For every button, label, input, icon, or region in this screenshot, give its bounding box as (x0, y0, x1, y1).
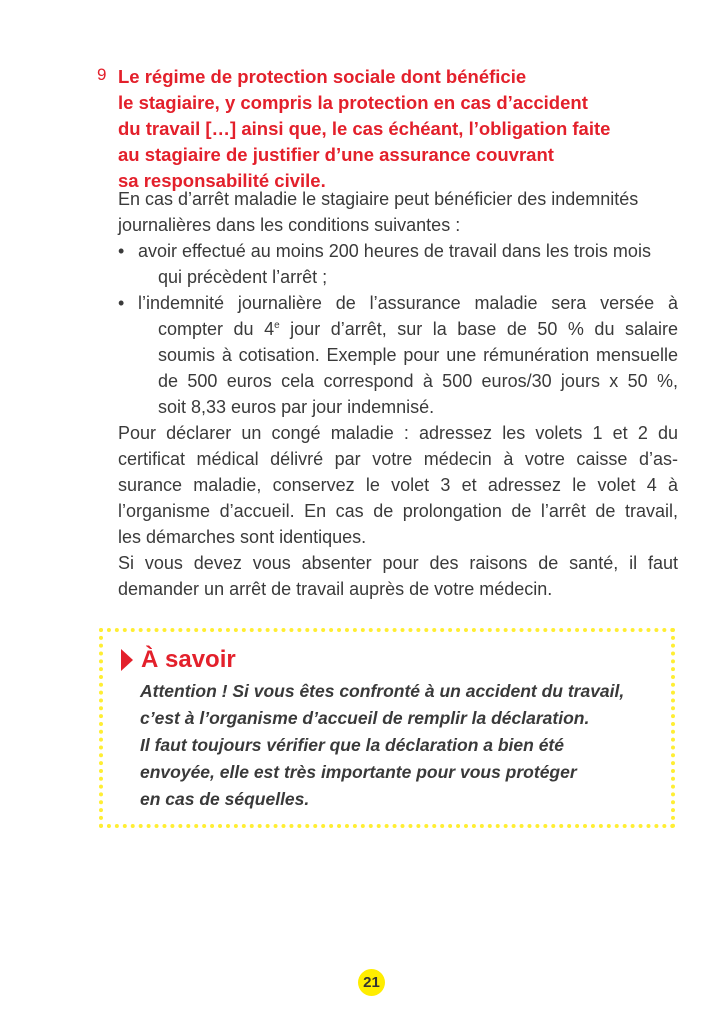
paragraph-line: Si vous devez vous absenter pour des raisons de santé, il faut (118, 553, 678, 573)
paragraph-line: l’organisme d’accueil. En cas de prolongation de l’arrêt de travail, (118, 501, 678, 521)
superscript: e (274, 320, 280, 331)
paragraph-line: demander un arrêt de travail auprès de votre médecin. (118, 579, 553, 599)
list-item-line: l’indemnité journalière de l’assurance maladie sera versée à (138, 293, 678, 313)
bullet-icon: • (118, 241, 125, 261)
section-number: 9 (97, 65, 107, 84)
section-title-line: Le régime de protection sociale dont bénéficie (118, 66, 527, 87)
section-title-line: sa responsabilité civile. (118, 170, 326, 191)
text-run: jour d’arrêt, sur la base de 50 % du salaire (279, 319, 678, 339)
list-item (118, 290, 678, 420)
list-item-line: qui précèdent l’arrêt ; (158, 267, 328, 287)
list-item (118, 238, 678, 290)
info-box-line: en cas de séquelles. (140, 789, 310, 809)
paragraph-line: En cas d’arrêt maladie le stagiaire peut bénéficier des indemnités (118, 189, 639, 209)
declaration-paragraph (118, 420, 678, 550)
info-box (99, 628, 675, 828)
info-box-header (121, 646, 236, 674)
section-title-line: du travail […] ainsi que, le cas échéant, l’obligation faite (118, 118, 611, 139)
section-title (118, 64, 657, 194)
section-title-line: le stagiaire, y compris la protection en cas d’accident (118, 92, 588, 113)
info-box-line: Il faut toujours vérifier que la déclaration a bien été (140, 735, 564, 755)
paragraph-line: journalières dans les conditions suivantes : (118, 215, 461, 235)
text-run: compter du 4 (158, 319, 275, 339)
info-box-line: Attention ! Si vous êtes confronté à un accident du travail, (140, 681, 625, 701)
section-heading (97, 64, 657, 194)
list-item-line: soumis à cotisation. Exemple pour une rémunération mensuelle (158, 345, 678, 365)
absence-paragraph (118, 550, 678, 602)
paragraph-line: les démarches sont identiques. (118, 527, 367, 547)
info-box-line: envoyée, elle est très importante pour vous protéger (140, 762, 577, 782)
page-number-badge: 21 (358, 969, 385, 996)
list-item-line: de 500 euros cela correspond à 500 euros/30 jours x 50 %, (158, 371, 678, 391)
info-box-title: À savoir (141, 646, 236, 673)
list-item-line: soit 8,33 euros par jour indemnisé. (158, 397, 435, 417)
paragraph-line: surance maladie, conservez le volet 3 et adressez le volet 4 à (118, 475, 678, 495)
body-text (118, 186, 678, 602)
info-box-line: c’est à l’organisme d’accueil de remplir la déclaration. (140, 708, 590, 728)
paragraph-line: certificat médical délivré par votre médecin à votre caisse d’as- (118, 449, 678, 469)
triangle-right-icon (121, 649, 133, 671)
section-title-line: au stagiaire de justifier d’une assurance couvrant (118, 144, 554, 165)
bullet-icon: • (118, 293, 125, 313)
list-item-line (138, 316, 678, 342)
list-item-line: avoir effectué au moins 200 heures de travail dans les trois mois (138, 241, 651, 261)
paragraph-line: Pour déclarer un congé maladie : adressez les volets 1 et 2 du (118, 423, 678, 443)
info-box-text (140, 678, 624, 813)
intro-paragraph (118, 186, 678, 238)
